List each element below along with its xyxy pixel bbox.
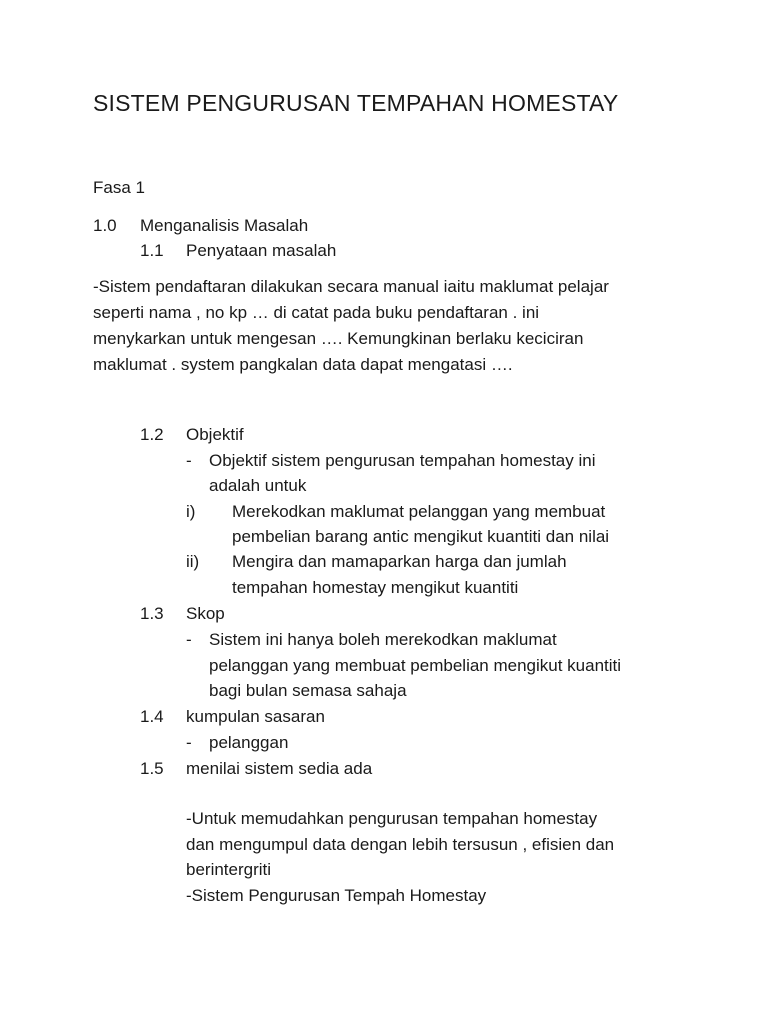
objective-item-line: pembelian barang antic mengikut kuantiti dan nilai	[232, 527, 610, 546]
bullet-marker: -	[186, 733, 192, 752]
problem-statement-line: menykarkan untuk mengesan …. Kemungkinan berlaku keciciran	[93, 329, 584, 348]
problem-statement-line: -Sistem pendaftaran dilakukan secara manual iaitu maklumat pelajar	[93, 277, 609, 296]
problem-statement-line: seperti nama , no kp … di catat pada buku pendaftaran . ini	[93, 303, 540, 322]
scope-line: pelanggan yang membuat pembelian mengikut kuantiti	[209, 656, 622, 675]
scope-line: Sistem ini hanya boleh merekodkan maklumat	[209, 630, 557, 649]
objective-item-line: Mengira dan mamaparkan harga dan jumlah	[232, 552, 567, 571]
section-number-1-4: 1.4	[140, 707, 164, 726]
section-heading-1-3: Skop	[186, 604, 225, 623]
objective-intro-line: Objektif sistem pengurusan tempahan homestay ini	[209, 451, 596, 470]
list-marker: ii)	[186, 552, 200, 571]
scope-line: bagi bulan semasa sahaja	[209, 681, 407, 700]
evaluation-line: -Untuk memudahkan pengurusan tempahan homestay	[186, 809, 598, 828]
list-marker: i)	[186, 502, 196, 521]
bullet-marker: -	[186, 630, 192, 649]
problem-statement-line: maklumat . system pangkalan data dapat mengatasi ….	[93, 355, 513, 374]
objective-intro-line: adalah untuk	[209, 476, 307, 495]
bullet-marker: -	[186, 451, 192, 470]
section-heading-1-2: Objektif	[186, 425, 244, 444]
section-number-1-0: 1.0	[93, 216, 117, 235]
target-group-line: pelanggan	[209, 733, 289, 752]
section-heading-1-1: Penyataan masalah	[186, 241, 337, 260]
section-number-1-5: 1.5	[140, 759, 164, 778]
evaluation-line: -Sistem Pengurusan Tempah Homestay	[186, 886, 487, 905]
objective-item-line: Merekodkan maklumat pelanggan yang membuat	[232, 502, 606, 521]
section-number-1-3: 1.3	[140, 604, 164, 623]
evaluation-line: dan mengumpul data dengan lebih tersusun , efisien dan	[186, 835, 615, 854]
evaluation-line: berintergriti	[186, 860, 272, 879]
section-number-1-1: 1.1	[140, 241, 164, 260]
section-heading-1-0: Menganalisis Masalah	[140, 216, 309, 235]
objective-item-line: tempahan homestay mengikut kuantiti	[232, 578, 519, 597]
document-title: SISTEM PENGURUSAN TEMPAHAN HOMESTAY	[93, 90, 619, 116]
section-heading-1-4: kumpulan sasaran	[186, 707, 325, 726]
section-number-1-2: 1.2	[140, 425, 164, 444]
phase-label: Fasa 1	[93, 178, 145, 197]
section-heading-1-5: menilai sistem sedia ada	[186, 759, 373, 778]
